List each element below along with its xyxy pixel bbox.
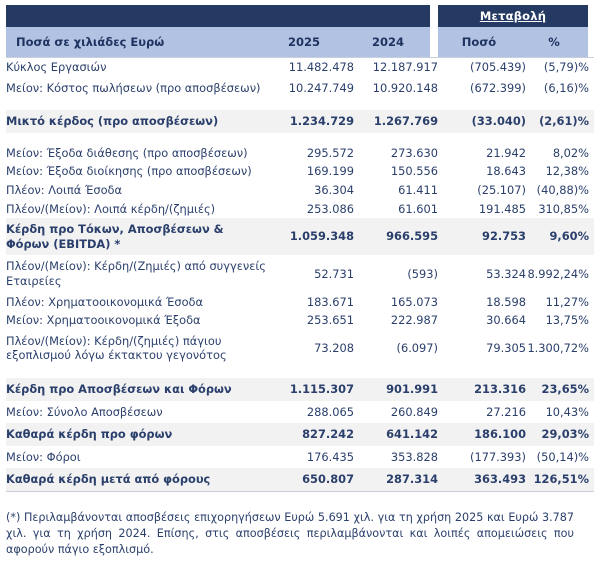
table-row xyxy=(6,77,594,100)
row-value-2024: (6.097) xyxy=(396,341,438,356)
row-change-percent: 23,65% xyxy=(526,378,594,401)
header-change-title-bar xyxy=(438,5,588,27)
row-value-2024: 61.601 xyxy=(398,201,438,216)
row-value-2025: 11.482.478 xyxy=(268,58,354,77)
row-change-percent: 126,51% xyxy=(526,468,594,491)
header-columns-left xyxy=(6,27,430,57)
row-change-percent: (40,88)% xyxy=(536,182,589,197)
row-label: Μικτό κέρδος (προ αποσβέσεων) xyxy=(6,110,268,133)
row-change-amount: 21.942 xyxy=(486,145,526,160)
header-col-2025: 2025 xyxy=(287,35,320,49)
table-body xyxy=(6,58,594,492)
row-value-2025: 827.242 xyxy=(268,423,354,446)
financial-results-table xyxy=(6,57,594,492)
row-label: Πλέον: Λοιπά Έσοδα xyxy=(6,182,123,197)
row-change-amount: (672.399) xyxy=(470,80,526,95)
table-row xyxy=(6,330,594,367)
row-spacer xyxy=(6,367,594,378)
row-value-2025: 73.208 xyxy=(314,341,354,356)
row-value-2024: 273.630 xyxy=(390,145,438,160)
row-change-amount: 191.485 xyxy=(478,201,526,216)
row-value-2024: (593) xyxy=(407,266,438,281)
row-value-2024: 12.187.917 xyxy=(354,58,438,77)
row-change-amount: 18.598 xyxy=(486,294,526,309)
row-value-2024: 165.073 xyxy=(390,294,438,309)
table-row xyxy=(6,293,594,312)
row-gap xyxy=(438,378,446,401)
row-change-percent: (2,61)% xyxy=(526,110,594,133)
row-value-2025: 183.671 xyxy=(306,294,354,309)
table-row xyxy=(6,446,594,469)
row-label: Πλέον: Χρηματοοικονομικά Έσοδα xyxy=(6,294,204,309)
row-change-amount: 30.664 xyxy=(486,313,526,328)
row-value-2024: 1.267.769 xyxy=(354,110,438,133)
row-label: Μείον: Σύνολο Αποσβέσεων xyxy=(6,404,163,419)
row-spacer xyxy=(6,99,594,110)
row-label: Πλέον/(Μείον): Κέρδη/(Ζημιές) από συγγενείς Εταιρείες xyxy=(6,259,266,288)
row-change-percent: 9,60% xyxy=(526,218,594,255)
row-value-2025: 253.651 xyxy=(306,313,354,328)
row-value-2025: 650.807 xyxy=(268,468,354,491)
row-change-amount: 27.216 xyxy=(486,404,526,419)
row-value-2025: 36.304 xyxy=(314,182,354,197)
table-row xyxy=(6,144,594,163)
row-value-2024: 353.828 xyxy=(390,449,438,464)
row-gap xyxy=(438,77,446,100)
row-gap xyxy=(438,311,446,330)
header-change-group xyxy=(438,5,588,57)
row-value-2025: 10.247.749 xyxy=(288,80,354,95)
row-value-2024: 10.920.148 xyxy=(372,80,438,95)
row-change-percent: (6,16)% xyxy=(543,80,589,95)
row-value-2024: 901.991 xyxy=(354,378,438,401)
header-left-group xyxy=(6,5,430,57)
row-gap xyxy=(438,162,446,181)
row-change-percent: 1.300,72% xyxy=(527,341,589,356)
footnote-text: (*) Περιλαμβάνονται αποσβέσεις επιχορηγήσεων Ευρώ 5.691 χιλ. για τη χρήση 2025 και Ευρώ 3.787 χιλ. για τη χρήση 2024. Επίσης, στις αποσβέσεις περιλαμβάνονται και λοιπές απομειώσεις που αφορούν πάγιο εξοπλισμό. xyxy=(6,510,574,556)
row-value-2024: 150.556 xyxy=(390,164,438,179)
row-gap xyxy=(438,330,446,367)
row-gap xyxy=(438,468,446,491)
row-gap xyxy=(438,218,446,255)
row-label: Μείον: Φόροι xyxy=(6,449,81,464)
row-change-percent: 13,75% xyxy=(545,313,589,328)
row-change-percent: 10,43% xyxy=(545,404,589,419)
row-value-2025: 253.086 xyxy=(306,201,354,216)
header-columns-change xyxy=(438,27,588,57)
row-change-amount: 53.324 xyxy=(486,266,526,281)
row-value-2024: 966.595 xyxy=(354,218,438,255)
row-change-percent: 8.992,24% xyxy=(527,266,589,281)
table-row-total xyxy=(6,218,594,255)
row-label: Καθαρά κέρδη μετά από φόρους xyxy=(6,468,268,491)
row-change-amount: 213.316 xyxy=(446,378,526,401)
row-label: Μείον: Έξοδα διάθεσης (προ αποσβέσεων) xyxy=(6,145,248,160)
table-row xyxy=(6,200,594,219)
row-change-percent: (5,79)% xyxy=(526,58,594,77)
row-value-2024: 287.314 xyxy=(354,468,438,491)
row-spacer xyxy=(6,133,594,144)
row-value-2024: 61.411 xyxy=(398,182,438,197)
row-value-2024: 641.142 xyxy=(354,423,438,446)
table-row xyxy=(6,401,594,424)
row-change-amount: 186.100 xyxy=(446,423,526,446)
row-gap xyxy=(438,423,446,446)
table-row xyxy=(6,181,594,200)
table-row xyxy=(6,58,594,77)
row-change-percent: 29,03% xyxy=(526,423,594,446)
row-value-2024: 260.849 xyxy=(390,404,438,419)
header-top-left-blank xyxy=(6,5,430,27)
row-change-amount: (177.393) xyxy=(470,449,526,464)
table-row-total xyxy=(6,468,594,491)
header-gap xyxy=(430,5,438,57)
row-change-amount: 363.493 xyxy=(446,468,526,491)
row-label: Κύκλος Εργασιών xyxy=(6,58,268,77)
row-label: Μείον: Έξοδα διοίκησης (προ αποσβέσεων) xyxy=(6,164,252,179)
row-gap xyxy=(438,200,446,219)
row-value-2025: 288.065 xyxy=(306,404,354,419)
table-row-total xyxy=(6,423,594,446)
row-gap xyxy=(438,255,446,292)
row-change-amount: 92.753 xyxy=(446,218,526,255)
row-gap xyxy=(438,181,446,200)
row-value-2025: 1.115.307 xyxy=(268,378,354,401)
row-gap xyxy=(438,446,446,469)
row-change-percent: 310,85% xyxy=(538,201,589,216)
row-change-amount: (705.439) xyxy=(446,58,526,77)
row-change-amount: (33.040) xyxy=(446,110,526,133)
row-change-percent: (50,14)% xyxy=(536,449,589,464)
row-change-amount: 79.305 xyxy=(486,341,526,356)
table-row xyxy=(6,255,594,292)
row-value-2024: 222.987 xyxy=(390,313,438,328)
row-label: Καθαρά κέρδη προ φόρων xyxy=(6,423,268,446)
row-label: Κέρδη προ Αποσβέσεων και Φόρων xyxy=(6,378,268,401)
row-value-2025: 1.059.348 xyxy=(268,218,354,255)
row-change-percent: 11,27% xyxy=(545,294,589,309)
row-value-2025: 295.572 xyxy=(306,145,354,160)
row-label: Μείον: Χρηματοοικονομικά Έξοδα xyxy=(6,313,201,328)
header-change-title: Μεταβολή xyxy=(479,9,547,23)
row-gap xyxy=(438,110,446,133)
row-value-2025: 52.731 xyxy=(314,266,354,281)
row-label: Πλέον/(Μείον): Λοιπά κέρδη/(ζημιές) xyxy=(6,201,216,216)
row-label: Μείον: Κόστος πωλήσεων (προ αποσβέσεων) xyxy=(6,80,261,95)
financial-results-table-page xyxy=(0,5,600,564)
table-header xyxy=(6,5,594,57)
header-col-percent: % xyxy=(548,35,560,49)
row-label: Πλέον/(Μείον): Κέρδη/(ζημιές) πάγιου εξοπλισμού λόγω έκτακτου γεγονότος xyxy=(6,333,227,363)
table-row-total xyxy=(6,378,594,401)
row-value-2025: 176.435 xyxy=(306,449,354,464)
header-label-units: Ποσά σε χιλιάδες Ευρώ xyxy=(16,35,165,49)
row-value-2025: 1.234.729 xyxy=(268,110,354,133)
row-change-amount: 18.643 xyxy=(486,164,526,179)
row-change-percent: 12,38% xyxy=(545,164,589,179)
table-row-total xyxy=(6,110,594,133)
row-gap xyxy=(438,293,446,312)
header-col-2024: 2024 xyxy=(371,35,404,49)
row-gap xyxy=(438,58,446,77)
row-label: Κέρδη προ Τόκων, Αποσβέσεων & Φόρων (EBITDA) * xyxy=(6,218,268,255)
row-change-percent: 8,02% xyxy=(552,145,589,160)
row-value-2025: 169.199 xyxy=(306,164,354,179)
header-col-amount: Ποσό xyxy=(461,35,497,49)
table-row xyxy=(6,311,594,330)
row-gap xyxy=(438,401,446,424)
row-change-amount: (25.107) xyxy=(477,182,526,197)
row-gap xyxy=(438,144,446,163)
table-row xyxy=(6,162,594,181)
